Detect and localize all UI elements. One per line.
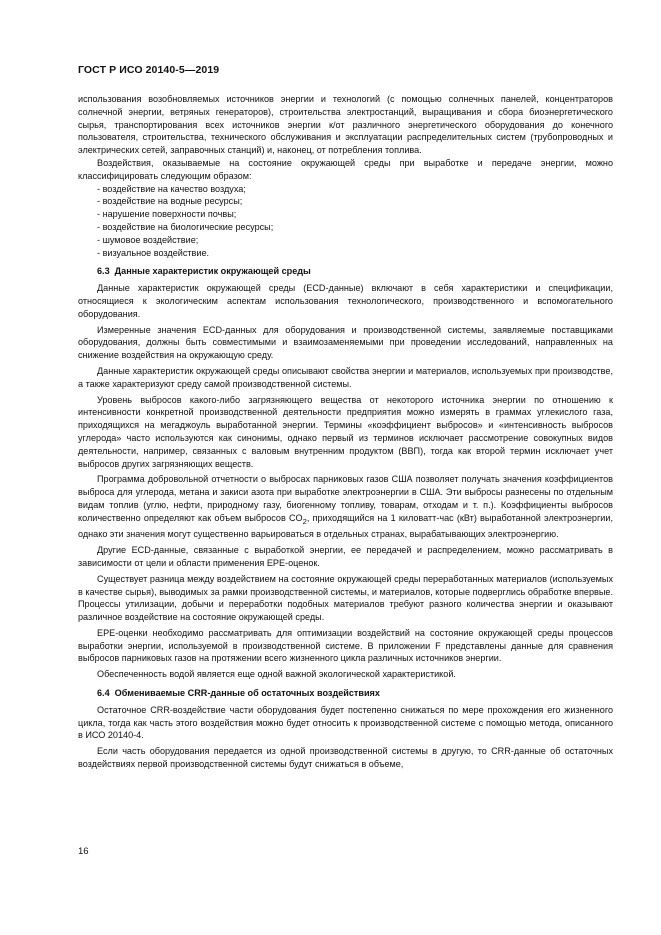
paragraph: EPE-оценки необходимо рассматривать для оптимизации воздействий на состояние окружающей среды процессов выработки энергии, используемой в производственной системе. В приложении F представлены данные для сравнения выбросов парниковых газов на протяжении всего жизненного цикла различных источников энергии. bbox=[78, 627, 613, 664]
paragraph: Если часть оборудования передается из одной производственной системы в другую, то CRR-данные об остаточных воздействиях первой производственной системы будут снижаться в объеме, bbox=[78, 746, 613, 770]
list-item: - воздействие на качество воздуха; bbox=[97, 183, 613, 196]
paragraph: использования возобновляемых источников энергии и технологий (с помощью солнечных панелей, концентраторов солнечной энергии, ветряных генераторов), строительства электростанций, выращивания и сбора биоэнергетического сырья, транспортирования всех источников энергии к/от различного энергетического оборудования до конечного пользователя, строительства, технического обслуживания и эксплуатации распределительных систем (трубопроводных и электрических сетей, заправочных станций) и, наконец, от потребления топлива. bbox=[78, 94, 613, 156]
section-heading-6-4 bbox=[97, 687, 613, 700]
paragraph: Обеспеченность водой является еще одной важной экологической характеристикой. bbox=[97, 669, 456, 680]
paragraph: Воздействия, оказываемые на состояние окружающей среды при выработке и передаче энергии, можно классифицировать следующим образом: bbox=[78, 157, 613, 181]
document-body bbox=[78, 93, 613, 771]
list-item: - нарушение поверхности почвы; bbox=[97, 208, 613, 221]
paragraph: Данные характеристик окружающей среды описывают свойства энергии и материалов, используемых при производстве, а также характеризуют среду самой производственной системы. bbox=[78, 365, 613, 389]
list-item: - воздействие на биологические ресурсы; bbox=[97, 221, 613, 234]
paragraph: Данные характеристик окружающей среды (ECD-данные) включают в себя характеристики и спецификации, относящиеся к экологическим аспектам использования технологического, производственного и вспомогательного оборудования. bbox=[78, 283, 613, 319]
section-heading-6-3 bbox=[97, 265, 613, 278]
section-title: Обмениваемые CRR-данные об остаточных воздействиях bbox=[114, 688, 380, 699]
text-run: Программа добровольной отчетности о выбросах парниковых газов США позволяет получать значения коэффициентов выброса для углерода, метана и закиси азота при выработке электроэнергии в США. Эти выбросы разнесены по отдельным видам топлив (углю, нефти, природному газу, биогенному топливу, товарам, отходам и т. п.). Коэффициенты выбросов количественно определяют как объем выбросов CO bbox=[78, 474, 613, 523]
subscript: 2 bbox=[302, 516, 307, 526]
section-title: Данные характеристик окружающей среды bbox=[114, 266, 311, 277]
document-header: ГОСТ Р ИСО 20140-5—2019 bbox=[78, 64, 220, 76]
list-item: - визуальное воздействие. bbox=[97, 247, 613, 260]
section-number: 6.3 bbox=[97, 266, 110, 277]
page-number: 16 bbox=[78, 846, 89, 857]
section-number: 6.4 bbox=[97, 688, 110, 699]
paragraph: Уровень выбросов какого-либо загрязняющего вещества от некоторого источника энергии по отношению к интенсивности конкретной производственной деятельности предприятия можно измерять в граммах углекислого газа, приходящихся на мегаджоуль выработанной энергии. Термины «коэффициент выбросов» и «интенсивность выбросов углерода» часто используются как синонимы, однако первый из терминов исключает рассмотрение совокупных видов деятельности, например, связанных с валовым внутренним продуктом (ВВП), тогда как второй термин исключает учет выбросов других загрязняющих веществ. bbox=[78, 394, 613, 469]
list-item: - шумовое воздействие; bbox=[97, 234, 613, 247]
text-run: , приходящийся на 1 киловатт-час (кВт) выработанной электроэнергии, однако эти значения могут существенно варьироваться в отдельных странах, вырабатывающих электроэнергию. bbox=[78, 512, 613, 540]
list-item: - воздействие на водные ресурсы; bbox=[97, 195, 613, 208]
impact-list bbox=[78, 183, 613, 260]
paragraph: Остаточное CRR-воздействие части оборудования будет постепенно снижаться по мере прохождения его жизненного цикла, тогда как часть этого воздействия можно будет относить к производственной системе с помощью метода, описанного в ИСО 20140-4. bbox=[78, 704, 613, 741]
paragraph: Существует разница между воздействием на состояние окружающей среды переработанных материалов (используемых в качестве сырья), выводимых за рамки производственной системы, и материалов, которые подверглись обработке впервые. Процессы утилизации, добычи и переработки подобных материалов требуют разного количества энергии и оказывают различное воздействие на состояние окружающей среды. bbox=[78, 573, 613, 623]
paragraph: Другие ECD-данные, связанные с выработкой энергии, ее передачей и распределением, можно рассматривать в зависимости от цели и области применения EPE-оценок. bbox=[78, 545, 613, 568]
paragraph bbox=[78, 473, 613, 541]
paragraph: Измеренные значения ECD-данных для оборудования и производственной системы, заявляемые поставщиками оборудования, должны быть совместимыми и взаимозаменяемыми при проведении исследований, направленных на снижение воздействия на окружающую среду. bbox=[78, 324, 613, 361]
